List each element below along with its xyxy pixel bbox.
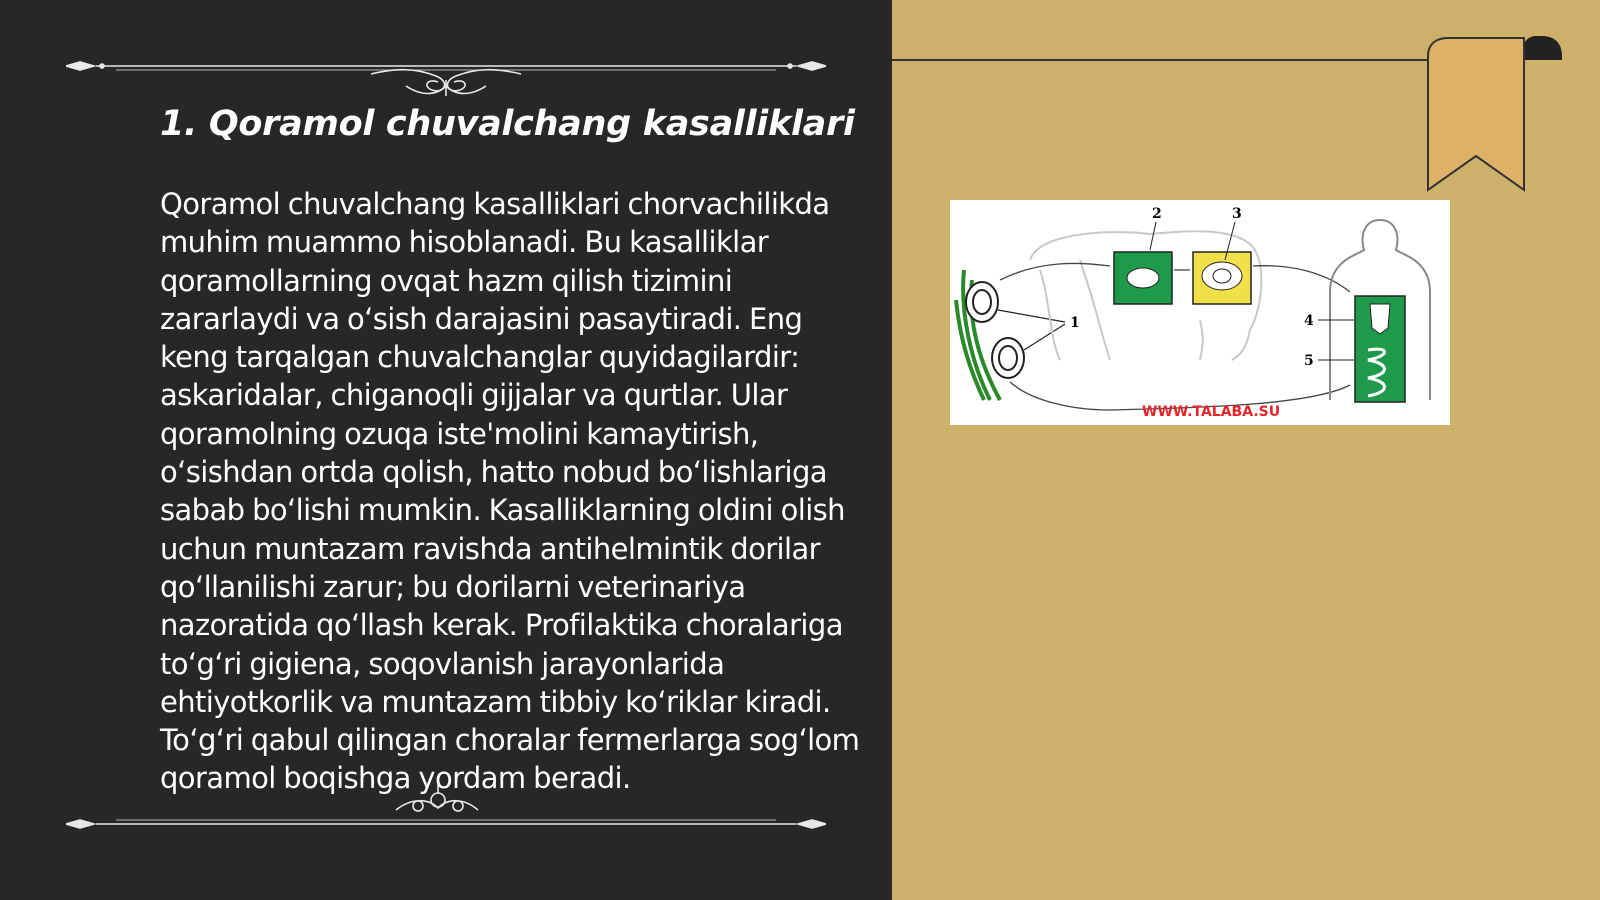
slide-title: 1. Qoramol chuvalchang kasalliklari (160, 104, 855, 144)
diagram-watermark: WWW.TALABA.SU (1142, 404, 1281, 420)
image-panel (892, 0, 1600, 900)
diagram-label-2: 2 (1152, 206, 1162, 222)
diagram-label-1: 1 (1070, 315, 1080, 331)
bookmark-icon (1412, 36, 1562, 196)
diagram-label-5: 5 (1304, 353, 1314, 369)
lifecycle-diagram-image (950, 200, 1450, 425)
diagram-label-4: 4 (1304, 313, 1314, 329)
top-ornament-icon (66, 36, 826, 96)
diagram-label-3: 3 (1232, 206, 1242, 222)
slide-body-text: Qoramol chuvalchang kasalliklari chorvachilikda muhim muammo hisoblanadi. Bu kasalliklar qoramollarning ovqat hazm qilish tizimini zararlaydi va o‘sish darajasini pasaytiradi. Eng keng tarqalgan chuvalchanglar quyidagilardir: askaridalar, chiganoqli gijjalar va qurtlar. Ular qoramolning ozuqa iste'molini kamaytirish, o‘sishdan ortda qolish, hatto nobud bo‘lishlariga sabab bo‘lishi mumkin. Kasalliklarning oldini olish uchun muntazam ravishda antihelmintik dorilar qo‘llanilishi zarur; bu dorilarni veterinariya nazoratida qo‘llash kerak. Profilaktika choralariga to‘g‘ri gigiena, soqovlanish jarayonlarida ehtiyotkorlik va muntazam tibbiy ko‘riklar kiradi. To‘g‘ri qabul qilingan choralar fermerlarga sog‘lom qoramol boqishga yordam beradi. (160, 187, 860, 796)
bottom-ornament-icon (66, 770, 826, 830)
divider-line (892, 59, 1500, 61)
lifecycle-diagram (950, 200, 1450, 425)
